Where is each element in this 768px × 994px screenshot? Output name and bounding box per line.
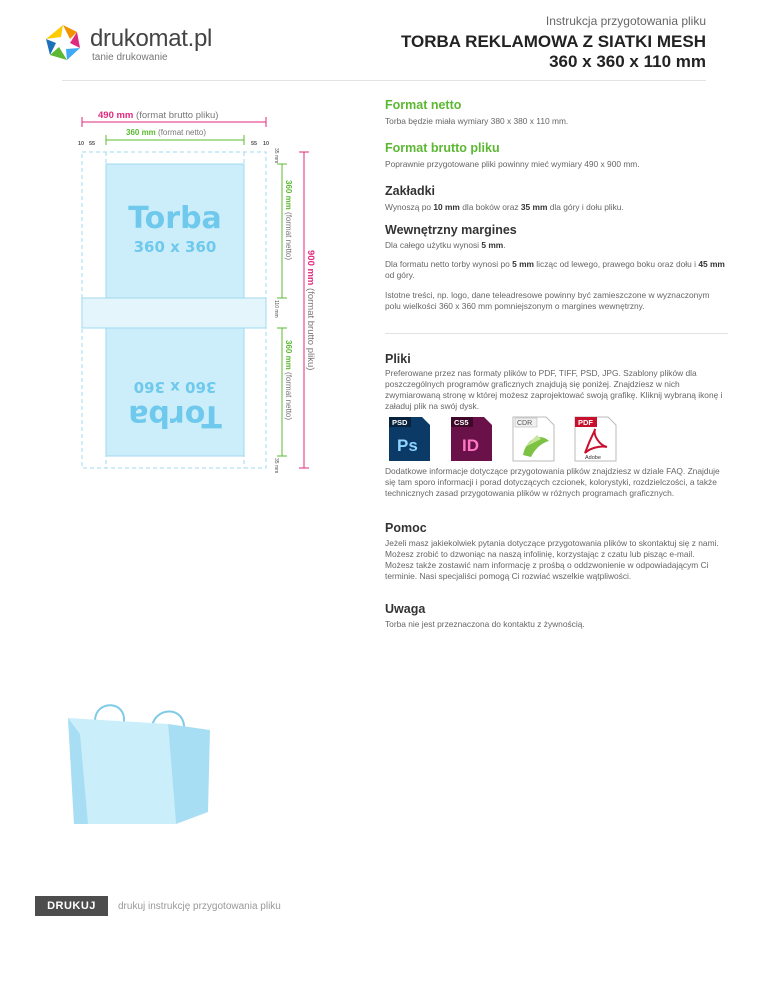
brutto-width-note: (format brutto pliku) [136, 110, 219, 121]
brutto-width-label [98, 110, 218, 121]
section-tabs-title: Zakładki [385, 184, 436, 198]
cdr-label: CDR [517, 420, 533, 427]
section-files-more: Dodatkowe informacje dotyczące przygotowania plików znajdziesz w dziale FAQ. Znajduje się tam sporo informacji i porad dotyczących czcionek, kolorystyki, rozdzielczości, a także technicznych zasad przygotowania plików w różnych programach graficznych. [385, 466, 720, 498]
gusset-label: 110 mm [273, 300, 279, 318]
netto-width-note: (format netto) [158, 128, 207, 137]
section-brutto-title: Format brutto pliku [385, 141, 500, 155]
section-files-text: Preferowane przez nas formaty plików to PDF, TIFF, PSD, JPG. Szablony plików dla poszczególnych programów graficznych znajdują się poniżej. Znajdziesz w nich zwymiarowaną stronę w której możesz zaprojektować swoją grafikę. Kliknij wybraną ikonę i załaduj plik na swój dysk. [385, 368, 723, 411]
tabs-text-a: Wynoszą po [385, 202, 434, 212]
section-note-title: Uwaga [385, 602, 426, 616]
tab-left-a: 10 [78, 141, 85, 147]
css-label: CS5 [454, 418, 469, 427]
page-title-line1: TORBA REKLAMOWA Z SIATKI MESH [400, 32, 706, 51]
section-netto-title: Format netto [385, 98, 462, 112]
tabs-text-b: 10 mm [433, 202, 460, 212]
section-help-title: Pomoc [385, 521, 427, 535]
pdf-sub: Adobe [585, 455, 601, 461]
psd-file-icon[interactable] [387, 415, 432, 463]
print-description[interactable]: drukuj instrukcję przygotowania pliku [118, 901, 281, 912]
netto-height-bottom-value: 360 mm [284, 340, 293, 370]
panel-size-back: 360 x 360 [133, 378, 217, 396]
tabs-text-c: dla boków oraz [459, 202, 521, 212]
panel-title-back: Torba [128, 398, 222, 433]
brutto-height-value: 900 mm [305, 250, 316, 286]
tab-right-b: 10 [263, 141, 270, 147]
tab-left-b: 55 [89, 141, 96, 147]
print-button[interactable]: DRUKUJ [35, 896, 108, 916]
netto-height-top-note: (format netto) [284, 212, 293, 261]
margin-text2-a: Dla formatu netto torby wynosi po [385, 259, 513, 269]
logo[interactable] [42, 22, 242, 66]
netto-height-top-label [284, 180, 293, 260]
margin-text1-b: 5 mm [481, 240, 504, 250]
css-glyph: ID [462, 436, 479, 455]
panel-size-front: 360 x 360 [133, 238, 217, 256]
section-brutto-text: Poprawnie przygotowane pliki powinny mieć wymiary 490 x 900 mm. [385, 159, 640, 169]
bag-illustration [60, 700, 230, 830]
pdf-file-icon[interactable] [573, 415, 618, 463]
section-margin-title: Wewnętrzny margines [385, 223, 517, 237]
section-margin-text2 [385, 259, 725, 281]
logo-tagline: tanie drukowanie [92, 52, 168, 63]
section-help-text: Jeżeli masz jakiekolwiek pytania dotyczące przygotowania plików to skontaktuj się z nami. Możesz zrobić to dzwoniąc na naszą infolinię, korzystając z czatu lub pisząc e-mail. Możesz także zostawić nam informację z prośbą o oddzwonienie w odpowiadającym Ci terminie. Nasi specjaliści pomogą Ci rozwiać wszelkie wątpliwości. [385, 538, 719, 581]
panel-title-front: Torba [128, 201, 222, 236]
bottom-tab-label: 35 mm [273, 458, 279, 474]
header-divider [62, 80, 706, 81]
pdf-label: PDF [578, 418, 593, 427]
psd-label: PSD [392, 418, 408, 427]
tabs-text-e: dla góry i dołu pliku. [547, 202, 624, 212]
gusset-panel [82, 298, 266, 328]
margin-text2-c: licząc od lewego, prawego boku oraz dołu i [533, 259, 699, 269]
tabs-text-d: 35 mm [520, 202, 548, 212]
margin-text2-d: 45 mm [698, 259, 725, 269]
brutto-width-value: 490 mm [98, 110, 134, 121]
margin-text1-c: . [503, 240, 506, 250]
netto-width-value: 360 mm [126, 128, 156, 137]
margin-text1-a: Dla całego użytku wynosi [385, 240, 482, 250]
section-files-title: Pliki [385, 352, 411, 366]
bag-template-diagram [70, 100, 340, 480]
netto-width-label [126, 128, 206, 137]
psd-glyph: Ps [397, 436, 418, 455]
file-icons [385, 415, 625, 465]
brutto-height-note: (format brutto pliku) [305, 288, 316, 371]
indesign-file-icon[interactable] [449, 415, 494, 463]
section-margin-text1 [385, 240, 725, 251]
cdr-file-icon[interactable] [511, 415, 556, 463]
tab-right-a: 55 [251, 141, 258, 147]
top-tab-label: 35 mm [273, 148, 279, 164]
netto-height-top-value: 360 mm [284, 180, 293, 210]
header-subtitle: Instrukcja przygotowania pliku [545, 14, 706, 28]
margin-text2-e: od góry. [385, 270, 415, 280]
margin-text2-b: 5 mm [512, 259, 534, 269]
section-margin-text3: Istotne treści, np. logo, dane teleadresowe powinny być zamieszczone w wyznaczonym polu wielkości 360 x 360 mm pomniejszonym o margines wewnętrzny. [385, 290, 710, 311]
section-tabs-text [385, 202, 725, 213]
page-title-line2: 360 x 360 x 110 mm [549, 52, 706, 71]
brutto-height-label [305, 250, 316, 370]
logo-name: drukomat.pl [90, 25, 213, 52]
netto-height-bottom-note: (format netto) [284, 372, 293, 421]
section-divider [385, 333, 728, 334]
page-title [401, 32, 706, 72]
logo-mark-icon [42, 22, 84, 64]
section-netto-text: Torba będzie miała wymiary 380 x 380 x 110 mm. [385, 116, 569, 126]
netto-height-bottom-label [284, 340, 293, 420]
section-note-text: Torba nie jest przeznaczona do kontaktu z żywnością. [385, 619, 585, 629]
